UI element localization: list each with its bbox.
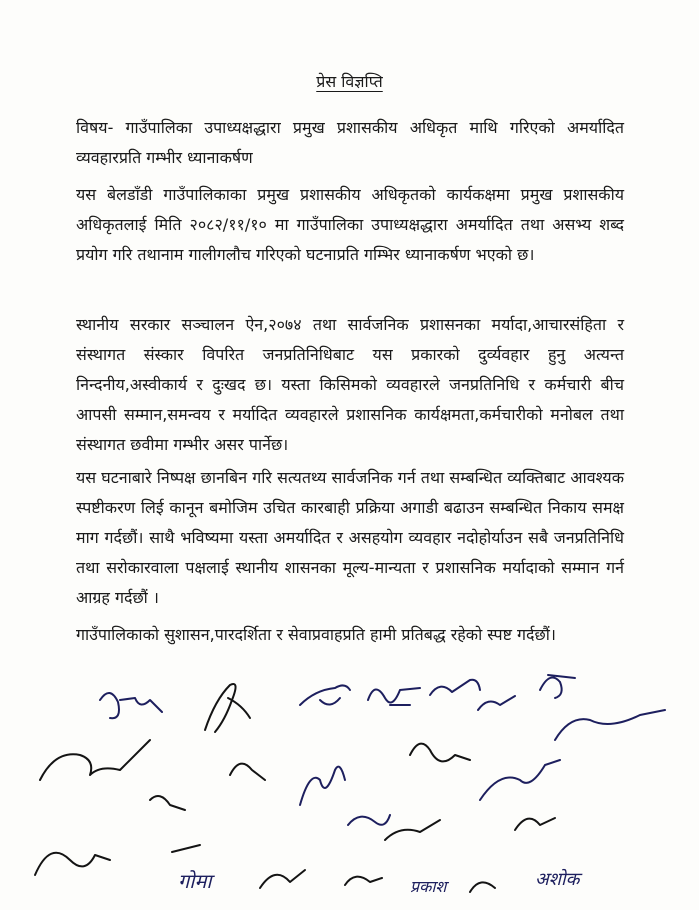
signature-7 — [540, 675, 575, 698]
signature-1 — [100, 693, 162, 718]
signature-13 — [555, 710, 665, 740]
signature-10 — [300, 767, 345, 805]
signature-18 — [35, 853, 110, 875]
signature-20 — [260, 870, 305, 888]
signature-22-text: प्रकाश — [410, 877, 447, 896]
signature-19 — [172, 845, 215, 893]
signature-17 — [515, 818, 555, 830]
signature-11 — [410, 744, 470, 762]
signatures-drawing — [0, 660, 699, 910]
paragraph-incident: यस बेलडाँडी गाउँपालिकाका प्रमुख प्रशासकीय अधिकृतको कार्यकक्षमा प्रमुख प्रशासकीय अधिकृतलाई मिति २०८२/११/१० मा गाउँपालिका उपाध्यक्षद्धारा अमर्यादित तथा असभ्य शब्द प्रयोग गरि तथानाम गालीगलौच गरिएको घटनाप्रति गम्भिर ध्यानाकर्षण भएको छ। — [76, 185, 624, 264]
paragraph-legal-context: स्थानीय सरकार सञ्चालन ऐन,२०७४ तथा सार्वजनिक प्रशासनका मर्यादा,आचारसंहिता र संस्थागत संस्कार विपरित जनप्रतिनिधिबाट यस प्रकारको दुर्व्यवहार हुनु अत्यन्त निन्दनीय,अस्वीकार्य र दुःखद छ। यस्ता किसिमको व्यवहारले जनप्रतिनिधि र कर्मचारी बीच आपसी सम्मान,समन्वय र मर्यादित व्यवहारले प्रशासनिक कार्यक्षमता,कर्मचारीको मनोबल तथा संस्थागत छवीमा गम्भीर असर पार्नेछ। — [76, 315, 624, 454]
signature-12 — [480, 760, 560, 800]
paragraph-demand: यस घटनाबारे निष्पक्ष छानबिन गरि सत्यतथ्य सार्वजनिक गर्न तथा सम्बन्धित व्यक्तिबाट आवश्यक स्पष्टीकरण लिई कानून बमोजिम उचित कारबाही प्रक्रिया अगाडी बढाउन सम्बन्धित निकाय समक्ष माग गर्दछौं। साथै भविष्यमा यस्ता अमर्यादित र असहयोग व्यवहार नदोहोर्याउन सबै जनप्रतिनिधि तथा सरोकारवाला पक्षलाई स्थानीय शासनका मूल्य-मान्यता र प्रशासनिक मर्यादाको सम्मान गर्न आग्रह गर्दछौं । — [76, 468, 624, 607]
signature-3 — [300, 685, 350, 705]
signature-23 — [470, 882, 495, 892]
signature-24-text: अशोक — [535, 869, 580, 890]
signatures-block — [0, 660, 699, 910]
signature-21 — [345, 877, 382, 885]
signature-14 — [150, 796, 185, 810]
signature-19-text: गोमा — [178, 869, 212, 893]
signature-15 — [348, 815, 390, 825]
signature-6 — [478, 696, 515, 710]
signature-5 — [430, 680, 480, 695]
signature-4 — [368, 688, 420, 705]
subject-line: विषय- गाउँपालिका उपाध्यक्षद्धारा प्रमुख प्रशासकीय अधिकृत माथि गरिएको अमर्यादित व्यवहारप्रति गम्भीर ध्यानाकर्षण — [76, 118, 624, 167]
signature-24 — [535, 868, 583, 890]
signature-9 — [230, 764, 265, 780]
signature-2 — [205, 684, 250, 732]
paragraph-commitment: गाउँपालिकाको सुशासन,पारदर्शिता र सेवाप्रवाहप्रति हामी प्रतिबद्ध रहेको स्पष्ट गर्दछौं। — [76, 625, 556, 644]
signature-8 — [40, 740, 150, 780]
signature-22 — [410, 877, 450, 896]
signature-16 — [385, 820, 440, 840]
document-title-text: प्रेस विज्ञप्ति — [316, 72, 383, 91]
document-title — [0, 70, 699, 92]
